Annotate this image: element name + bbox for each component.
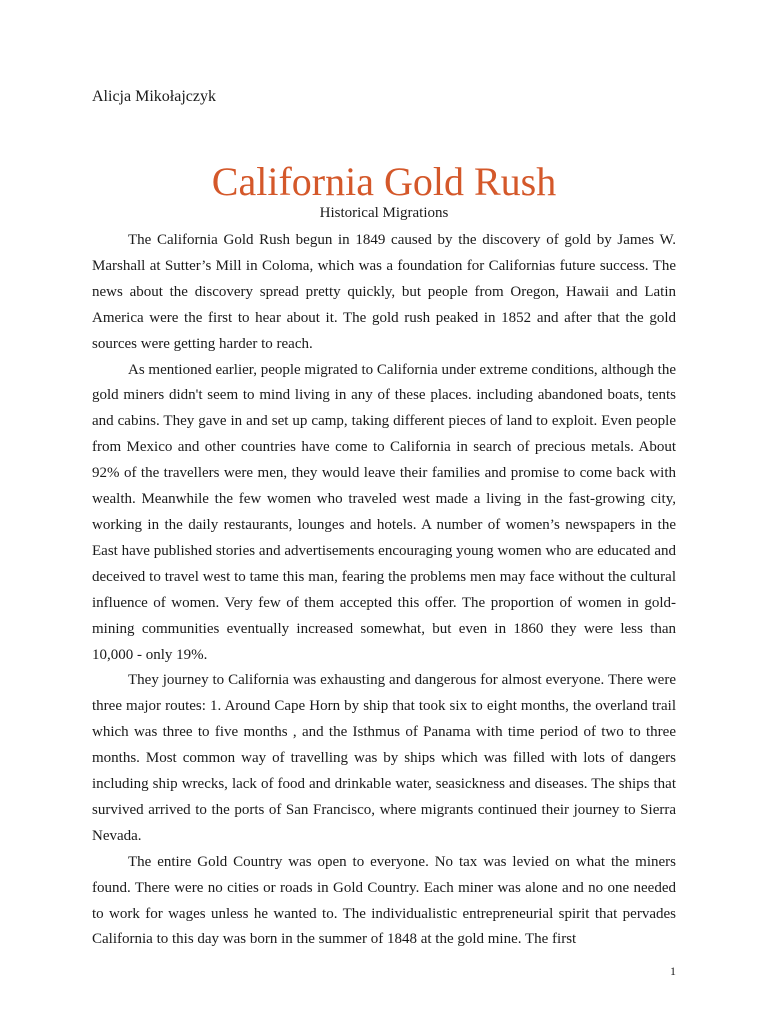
document-title: California Gold Rush: [211, 159, 557, 204]
paragraph: The entire Gold Country was open to everyone. No tax was levied on what the miners found. There were no cities or roads in Gold Country. Each miner was alone and no one needed to work for wages unless he wanted to. The individualistic entrepreneurial spirit that pervades California to this day was born in the summer of 1848 at the gold mine. The first: [92, 853, 676, 948]
paragraph: They journey to California was exhausting and dangerous for almost everyone. There were three major routes: 1. Around Cape Horn by ship that took six to eight months, the overland trail which was three to five months , and the Isthmus of Panama with time period of two to three months. Most common way of travelling was by ships which was filled with lots of dangers including ship wrecks, lack of food and drinkable water, seasickness and diseases. The ships that survived arrived to the ports of San Francisco, where migrants continued their journey to Sierra Nevada.: [92, 672, 676, 844]
body-text: [92, 228, 676, 953]
document-subtitle: Historical Migrations: [319, 205, 449, 221]
page-number: 1: [670, 964, 676, 978]
author-name: Alicja Mikołajczyk: [92, 88, 216, 105]
paragraph: As mentioned earlier, people migrated to California under extreme conditions, although the gold miners didn't seem to mind living in any of these places. including abandoned boats, tents and cabins. They gave in and set up camp, taking different pieces of land to exploit. Even people from Mexico and other countries have come to California in search of precious metals. About 92% of the travellers were men, they would leave their families and promise to come back with wealth. Meanwhile the few women who traveled west made a living in the fast-growing city, working in the daily restaurants, lounges and hotels. A number of women’s newspapers in the East have published stories and advertisements encouraging young women who are educated and deceived to travel west to tame this man, fearing the problems men may face without the cultural influence of women. Very few of them accepted this offer. The proportion of women in gold-mining communities eventually increased somewhat, but even in 1860 they were less than 10,000 - only 19%.: [92, 361, 676, 663]
paragraph: The California Gold Rush begun in 1849 caused by the discovery of gold by James W. Marshall at Sutter’s Mill in Coloma, which was a foundation for Californias future success. The news about the discovery spread pretty quickly, but people from Oregon, Hawaii and Latin America were the first to hear about it. The gold rush peaked in 1852 and after that the gold sources were getting harder to reach.: [92, 232, 676, 352]
